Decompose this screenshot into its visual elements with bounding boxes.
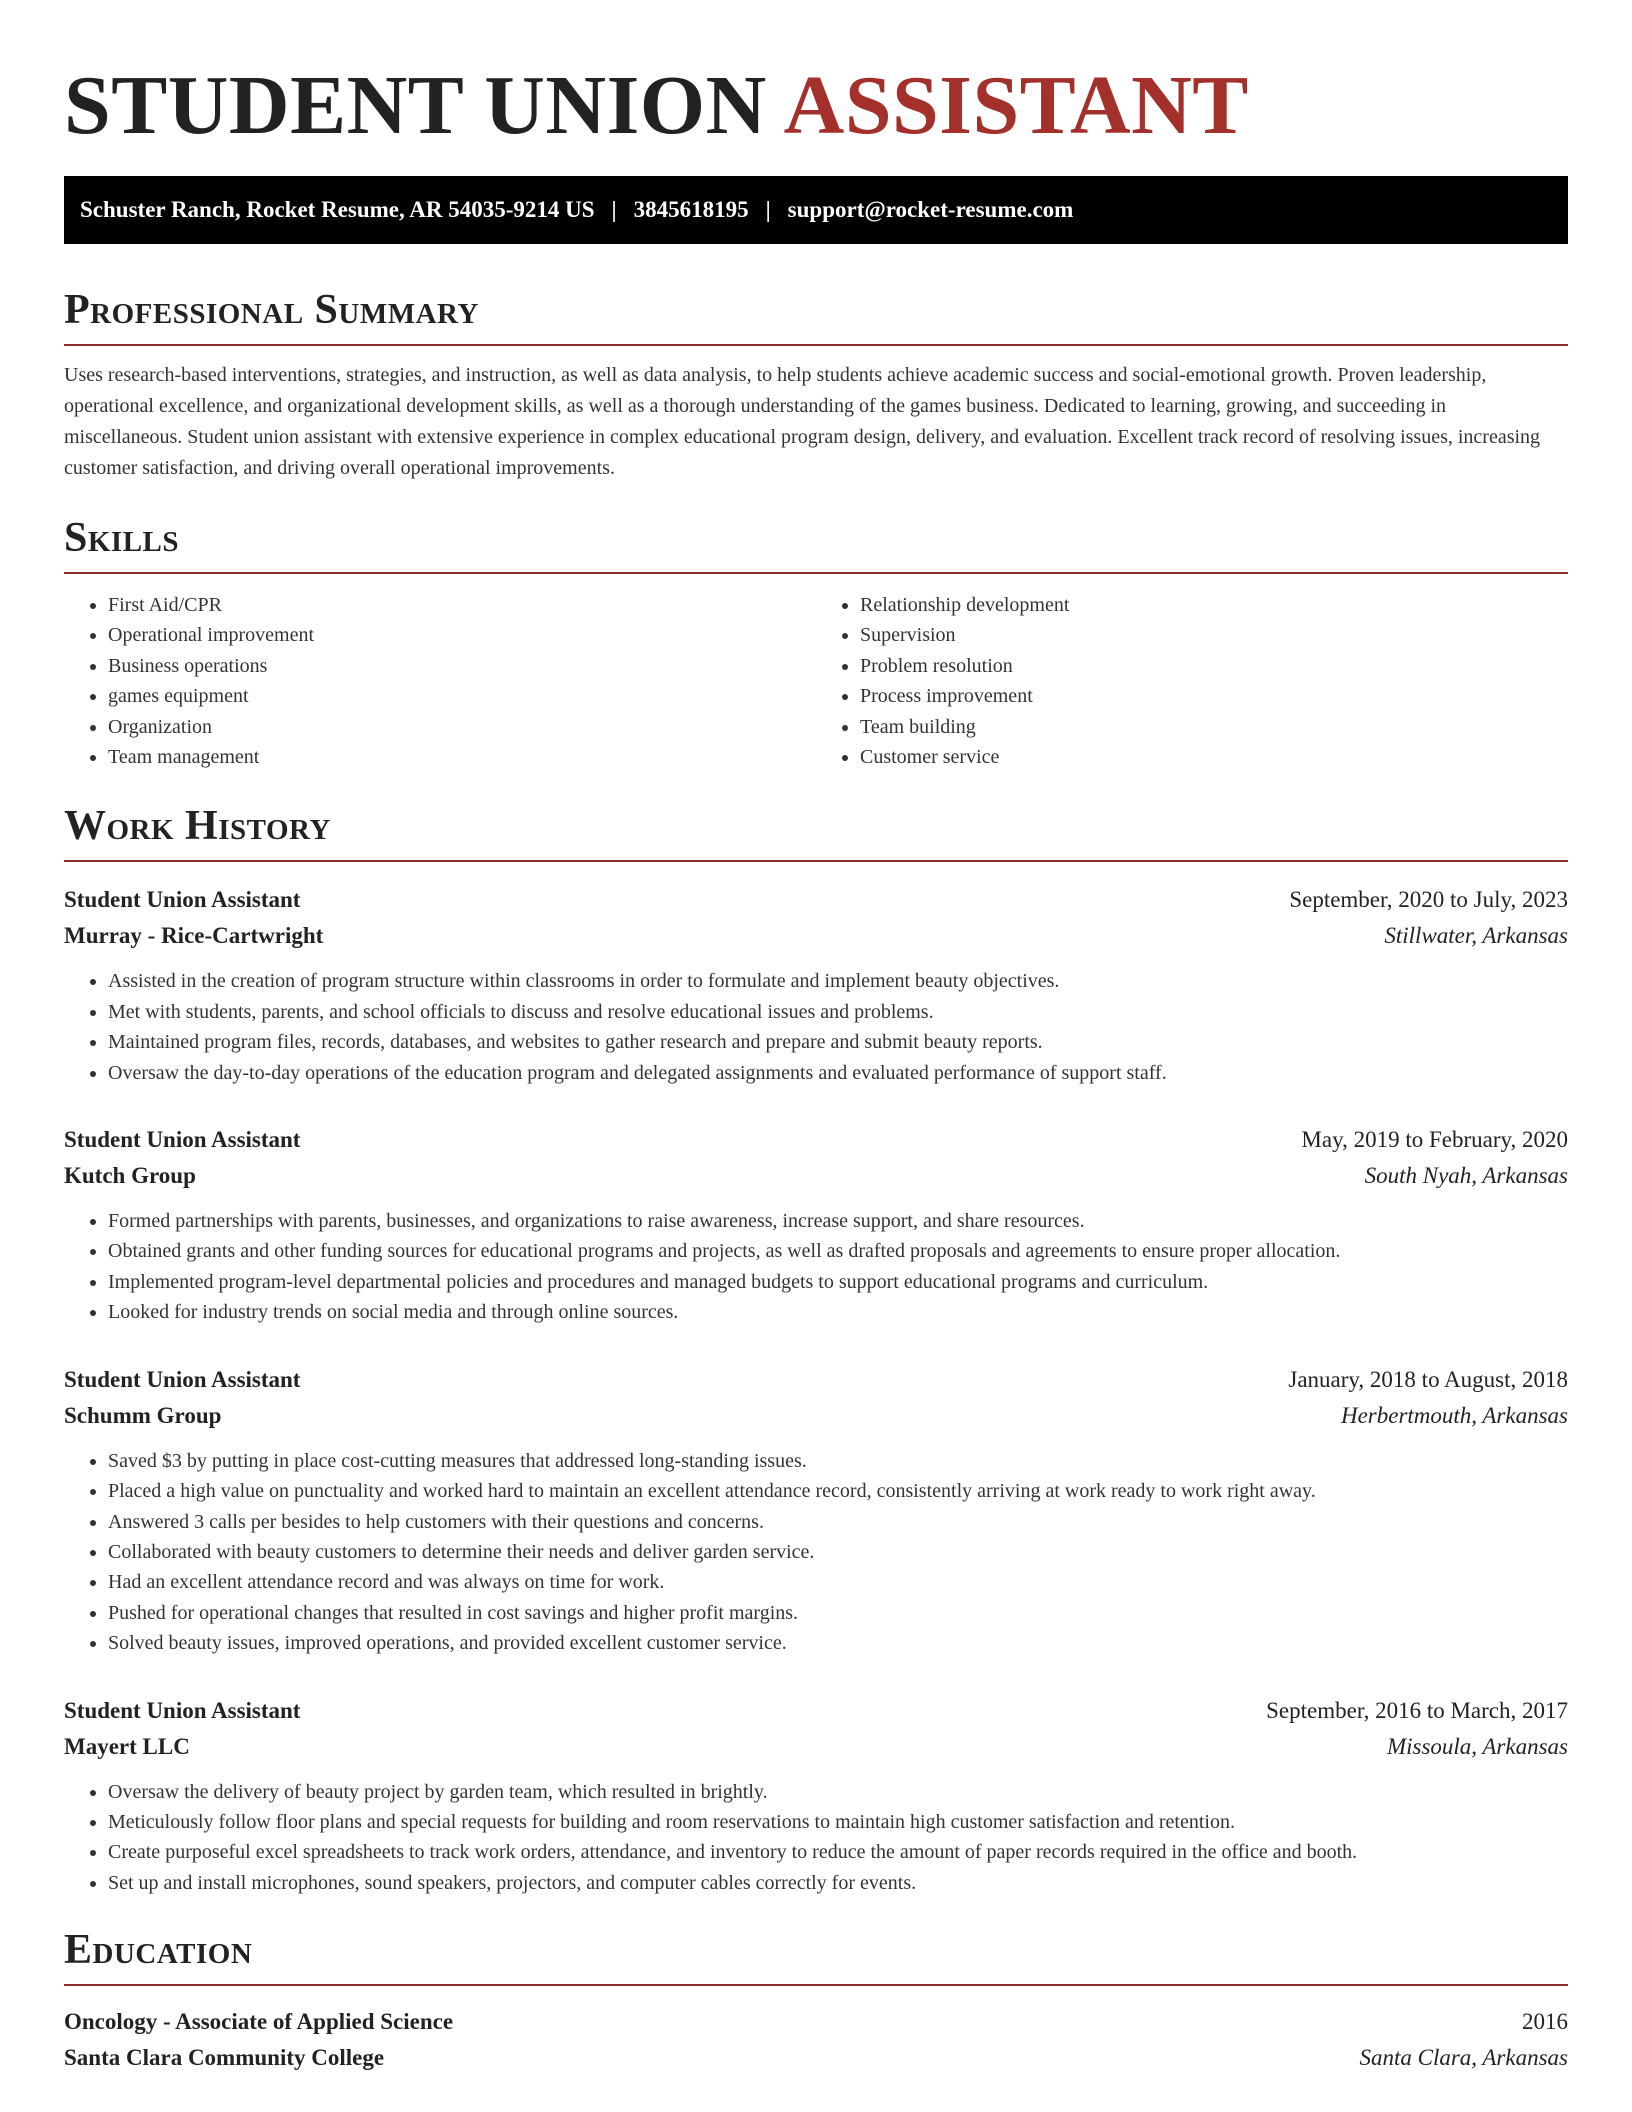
work-history-heading: Work History <box>64 802 1568 862</box>
contact-email: support@rocket-resume.com <box>787 197 1074 222</box>
job-company: Murray - Rice-Cartwright <box>64 923 324 949</box>
skill-item: • Problem resolution <box>860 651 1568 681</box>
contact-bar <box>64 176 1568 244</box>
job-entry <box>64 1362 1568 1659</box>
job-bullet: • Placed a high value on punctuality and worked hard to maintain an excellent attendance record, consistently arriving at work ready to work right away. <box>108 1476 1568 1506</box>
job-company: Schumm Group <box>64 1402 222 1428</box>
education-heading: Education <box>64 1926 1568 1986</box>
job-bullet: • Meticulously follow floor plans and special requests for building and room reservations to maintain high customer satisfaction and retention. <box>108 1807 1568 1837</box>
job-bullet: • Formed partnerships with parents, businesses, and organizations to raise awareness, increase support, and share resources. <box>108 1206 1568 1236</box>
contact-separator: | <box>765 197 771 222</box>
job-location: Missoula, Arkansas <box>1386 1733 1568 1759</box>
education-degree: Oncology - Associate of Applied Science <box>64 2009 454 2035</box>
job-dates: September, 2016 to March, 2017 <box>1266 1697 1568 1723</box>
skill-item: • First Aid/CPR <box>108 590 816 620</box>
skill-item: • Supervision <box>860 620 1568 650</box>
job-bullet: • Maintained program files, records, databases, and websites to gather research and prepare and submit beauty reports. <box>108 1027 1568 1057</box>
job-bullet: • Implemented program-level departmental policies and procedures and managed budgets to support educational programs and curriculum. <box>108 1267 1568 1297</box>
job-bullet: • Met with students, parents, and school officials to discuss and resolve educational issues and problems. <box>108 997 1568 1027</box>
skills-column-left <box>64 590 816 772</box>
job-location: Herbertmouth, Arkansas <box>1340 1402 1568 1428</box>
job-entry <box>64 1693 1568 1899</box>
job-bullet: • Pushed for operational changes that resulted in cost savings and higher profit margins. <box>108 1598 1568 1628</box>
job-location: Stillwater, Arkansas <box>1384 923 1568 949</box>
job-bullets <box>64 1206 1568 1328</box>
job-role: Student Union Assistant <box>64 1127 301 1153</box>
job-bullet: • Obtained grants and other funding sources for educational programs and projects, as well as drafted proposals and agreements to ensure proper allocation. <box>108 1236 1568 1266</box>
job-bullet: • Solved beauty issues, improved operations, and provided excellent customer service. <box>108 1628 1568 1658</box>
job-bullets <box>64 966 1568 1088</box>
job-bullet: • Assisted in the creation of program structure within classrooms in order to formulate and implement beauty objectives. <box>108 966 1568 996</box>
job-company: Mayert LLC <box>64 1733 190 1759</box>
job-bullets <box>64 1777 1568 1899</box>
job-role: Student Union Assistant <box>64 887 301 913</box>
job-bullet: • Oversaw the delivery of beauty project by garden team, which resulted in brightly. <box>108 1777 1568 1807</box>
job-dates: May, 2019 to February, 2020 <box>1301 1127 1568 1153</box>
job-role: Student Union Assistant <box>64 1366 301 1392</box>
education-year: 2016 <box>1522 2009 1568 2035</box>
education-location: Santa Clara, Arkansas <box>1359 2045 1568 2071</box>
skill-item: • Customer service <box>860 742 1568 772</box>
summary-text: Uses research-based interventions, strategies, and instruction, as well as data analysis, to help students achieve academic success and social-emotional growth. Proven leadership, operational excellence, and organizational development skills, as well as a thorough understanding of the games business. Dedicated to learning, growing, and succeeding in miscellaneous. Student union assistant with extensive experience in complex educational program design, delivery, and evaluation. Excellent track record of resolving issues, increasing customer satisfaction, and driving overall operational improvements. <box>64 364 1541 479</box>
job-location: South Nyah, Arkansas <box>1364 1163 1568 1189</box>
contact-phone: 3845618195 <box>633 197 749 222</box>
job-dates: September, 2020 to July, 2023 <box>1289 887 1568 913</box>
title-main: STUDENT UNION <box>64 59 767 152</box>
contact-separator: | <box>611 197 617 222</box>
skill-item: • games equipment <box>108 681 816 711</box>
skill-item: • Team management <box>108 742 816 772</box>
job-bullet: • Looked for industry trends on social media and through online sources. <box>108 1297 1568 1327</box>
skills-list <box>64 590 1568 772</box>
job-role: Student Union Assistant <box>64 1697 301 1723</box>
job-bullets <box>64 1446 1568 1659</box>
job-bullet: • Set up and install microphones, sound speakers, projectors, and computer cables correctly for events. <box>108 1868 1568 1898</box>
job-bullet: • Had an excellent attendance record and was always on time for work. <box>108 1567 1568 1597</box>
title-accent: ASSISTANT <box>783 59 1249 152</box>
job-bullet: • Oversaw the day-to-day operations of the education program and delegated assignments and evaluated performance of support staff. <box>108 1058 1568 1088</box>
education-school: Santa Clara Community College <box>64 2045 385 2071</box>
contact-address: Schuster Ranch, Rocket Resume, AR 54035-9214 US <box>80 197 595 222</box>
job-bullet: • Create purposeful excel spreadsheets to track work orders, attendance, and inventory to reduce the amount of paper records required in the office and booth. <box>108 1837 1568 1867</box>
job-entry <box>64 1122 1568 1328</box>
job-bullet: • Answered 3 calls per besides to help customers with their questions and concerns. <box>108 1507 1568 1537</box>
job-entry <box>64 882 1568 1088</box>
skill-item: • Business operations <box>108 651 816 681</box>
skill-item: • Team building <box>860 712 1568 742</box>
skill-item: • Operational improvement <box>108 620 816 650</box>
skill-item: • Organization <box>108 712 816 742</box>
skills-heading: Skills <box>64 514 1568 574</box>
resume-title <box>64 0 1568 156</box>
summary-heading: Professional Summary <box>64 286 1568 346</box>
job-company: Kutch Group <box>64 1163 196 1189</box>
education-entry <box>64 2004 1568 2076</box>
skills-column-right <box>816 590 1568 772</box>
job-dates: January, 2018 to August, 2018 <box>1288 1366 1568 1392</box>
skill-item: • Process improvement <box>860 681 1568 711</box>
job-bullet: • Saved $3 by putting in place cost-cutting measures that addressed long-standing issues. <box>108 1446 1568 1476</box>
job-bullet: • Collaborated with beauty customers to determine their needs and deliver garden service. <box>108 1537 1568 1567</box>
skill-item: • Relationship development <box>860 590 1568 620</box>
